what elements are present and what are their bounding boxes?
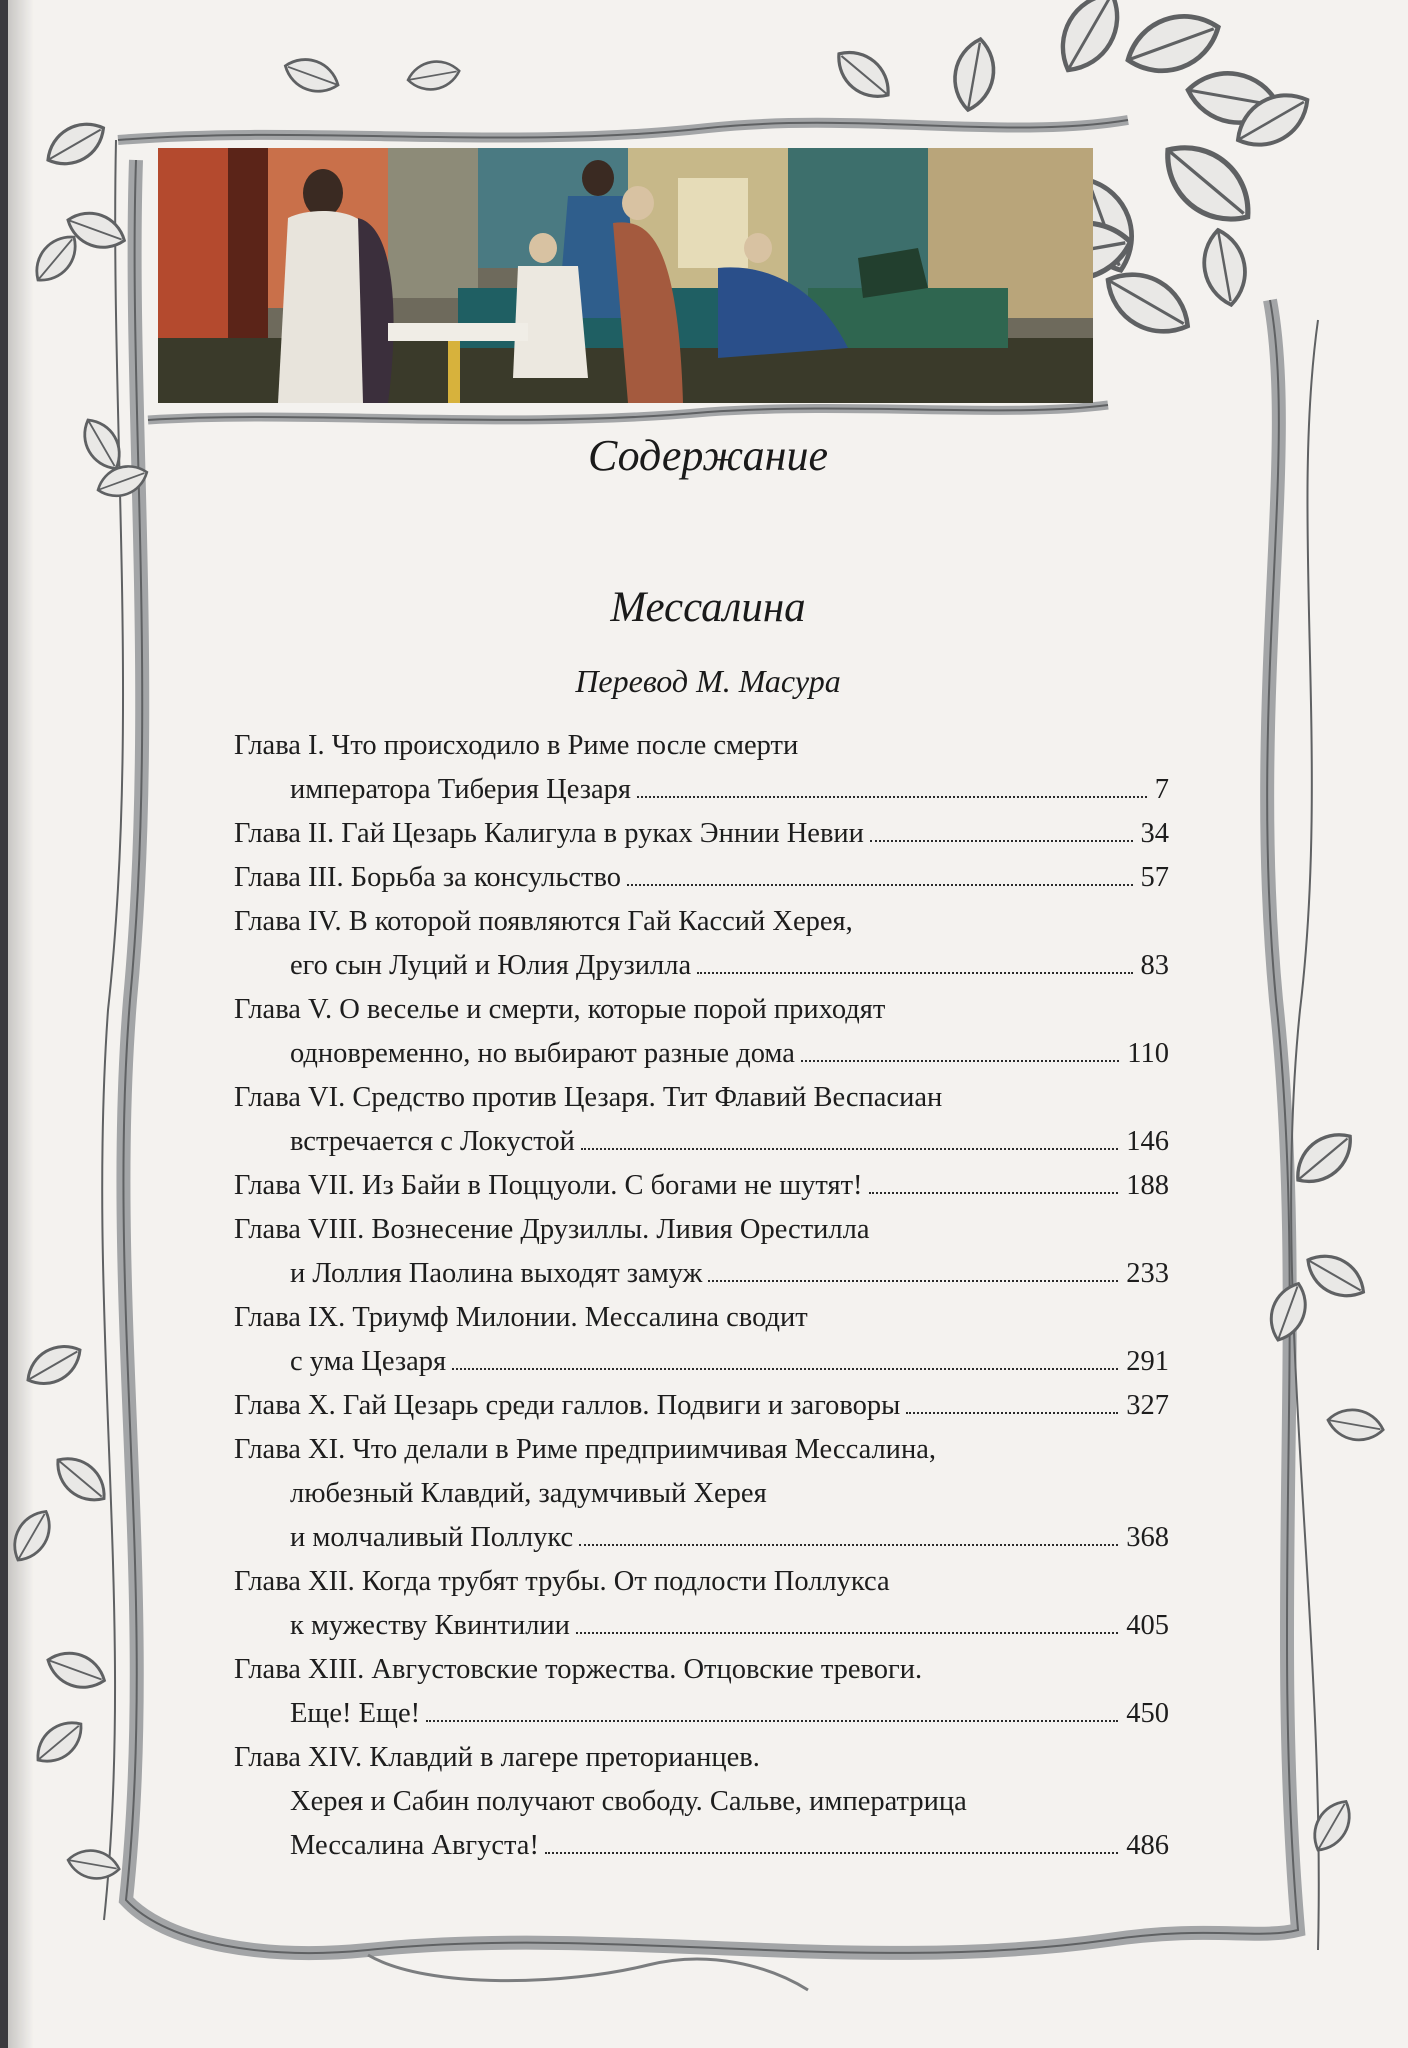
- toc-line: [234, 1384, 1169, 1428]
- toc-line: [234, 988, 1169, 1032]
- dot-leader: [452, 1367, 1118, 1370]
- page-number: 486: [1126, 1830, 1169, 1861]
- chapter-title-continuation: одновременно, но выбирают разные дома: [290, 1038, 795, 1069]
- chapter-title: Глава XIII. Августовские торжества. Отцовские тревоги.: [234, 1654, 923, 1685]
- toc-entry: [234, 1384, 1169, 1428]
- page-number: 34: [1140, 818, 1169, 849]
- toc-line: [234, 724, 1169, 768]
- toc-entry: [234, 1208, 1169, 1296]
- translator-line: Перевод М. Масура: [575, 663, 841, 699]
- toc-line: [234, 1516, 1169, 1560]
- toc-line: [234, 944, 1169, 988]
- page-number: 368: [1126, 1522, 1169, 1553]
- toc-line: [234, 812, 1169, 856]
- chapter-title-continuation: Еще! Еще!: [290, 1698, 421, 1729]
- dot-leader: [627, 883, 1133, 886]
- page-number: 110: [1127, 1038, 1169, 1069]
- dot-leader: [581, 1147, 1118, 1150]
- toc-line: [234, 1208, 1169, 1252]
- toc-line: [234, 1428, 1169, 1472]
- toc-entry: [234, 1164, 1169, 1208]
- toc-line: [234, 1032, 1169, 1076]
- toc-entry: [234, 1428, 1169, 1560]
- chapter-title-continuation: Мессалина Августа!: [290, 1830, 539, 1861]
- dot-leader: [545, 1851, 1118, 1854]
- contents-title: Содержание: [587, 431, 828, 480]
- page-number: 233: [1126, 1258, 1169, 1289]
- dot-leader: [637, 795, 1147, 798]
- toc-entry: [234, 1076, 1169, 1164]
- toc-line: [234, 1252, 1169, 1296]
- toc-entry: [234, 724, 1169, 812]
- toc-line: [234, 856, 1169, 900]
- page-number: 450: [1126, 1698, 1169, 1729]
- toc-entry: [234, 812, 1169, 856]
- chapter-title-continuation: встречается с Локустой: [290, 1126, 575, 1157]
- dot-leader: [426, 1719, 1118, 1722]
- chapter-title: Глава VII. Из Байи в Поццуоли. С богами не шутят!: [234, 1170, 863, 1201]
- toc-line: [234, 1604, 1169, 1648]
- toc-line: [234, 1648, 1169, 1692]
- chapter-title: Глава X. Гай Цезарь среди галлов. Подвиги и заговоры: [234, 1390, 901, 1421]
- chapter-title-continuation: и молчаливый Поллукс: [290, 1522, 574, 1553]
- page-number: 188: [1126, 1170, 1169, 1201]
- chapter-title-continuation: императора Тиберия Цезаря: [290, 774, 632, 805]
- chapter-title-continuation: его сын Луций и Юлия Друзилла: [290, 950, 692, 981]
- toc-line: [234, 1164, 1169, 1208]
- toc-entry: [234, 1648, 1169, 1736]
- dot-leader: [697, 971, 1132, 974]
- chapter-title-continuation: и Лоллия Паолина выходят замуж: [290, 1258, 703, 1289]
- chapter-title-continuation: с ума Цезаря: [290, 1346, 447, 1377]
- toc-line: [234, 1824, 1169, 1868]
- page-number: 405: [1126, 1610, 1169, 1641]
- chapter-title: Глава II. Гай Цезарь Калигула в руках Эннии Невии: [234, 818, 864, 849]
- toc-line: [234, 1076, 1169, 1120]
- chapter-title-continuation: Херея и Сабин получают свободу. Сальве, императрица: [290, 1786, 967, 1817]
- toc-line: [234, 1736, 1169, 1780]
- dot-leader: [870, 839, 1133, 842]
- toc-entry: [234, 1736, 1169, 1868]
- page-number: 7: [1154, 774, 1169, 805]
- dot-leader: [906, 1411, 1118, 1414]
- dot-leader: [801, 1059, 1119, 1062]
- chapter-title: Глава IX. Триумф Милонии. Мессалина сводит: [234, 1302, 808, 1333]
- toc-line: [234, 1340, 1169, 1384]
- roman-scene-illustration: [158, 148, 1093, 403]
- toc-line: [234, 1296, 1169, 1340]
- chapter-title: Глава III. Борьба за консульство: [234, 862, 621, 893]
- chapter-title: Глава XII. Когда трубят трубы. От подлости Поллукса: [234, 1566, 890, 1597]
- chapter-title: Глава V. О веселье и смерти, которые порой приходят: [234, 994, 886, 1025]
- toc-entry: [234, 1560, 1169, 1648]
- dot-leader: [579, 1543, 1118, 1546]
- chapter-title: Глава XIV. Клавдий в лагере преторианцев.: [234, 1742, 760, 1773]
- toc-line: [234, 1472, 1169, 1516]
- page-number: 83: [1140, 950, 1169, 981]
- toc-entry: [234, 900, 1169, 988]
- chapter-title: Глава VIII. Вознесение Друзиллы. Ливия Орестилла: [234, 1214, 870, 1245]
- dot-leader: [576, 1631, 1118, 1634]
- toc-line: [234, 900, 1169, 944]
- toc-entry: [234, 1296, 1169, 1384]
- page-number: 146: [1126, 1126, 1169, 1157]
- page-number: 291: [1126, 1346, 1169, 1377]
- toc-line: [234, 1120, 1169, 1164]
- toc-entry: [234, 856, 1169, 900]
- chapter-title: Глава XI. Что делали в Риме предприимчивая Мессалина,: [234, 1434, 936, 1465]
- page-number: 327: [1126, 1390, 1169, 1421]
- chapter-title: Глава IV. В которой появляются Гай Кассий Херея,: [234, 906, 853, 937]
- dot-leader: [708, 1279, 1118, 1282]
- toc-line: [234, 768, 1169, 812]
- toc-line: [234, 1560, 1169, 1604]
- chapter-title-continuation: к мужеству Квинтилии: [290, 1610, 570, 1641]
- dot-leader: [869, 1191, 1119, 1194]
- chapter-title-continuation: любезный Клавдий, задумчивый Херея: [290, 1478, 767, 1509]
- chapter-title: Глава I. Что происходило в Риме после смерти: [234, 730, 799, 761]
- chapter-title: Глава VI. Средство против Цезаря. Тит Флавий Веспасиан: [234, 1082, 943, 1113]
- book-title: Мессалина: [610, 584, 806, 631]
- table-of-contents: [234, 724, 1169, 1868]
- page-number: 57: [1140, 862, 1169, 893]
- toc-entry: [234, 988, 1169, 1076]
- book-page: [8, 0, 1408, 2048]
- toc-line: [234, 1780, 1169, 1824]
- toc-line: [234, 1692, 1169, 1736]
